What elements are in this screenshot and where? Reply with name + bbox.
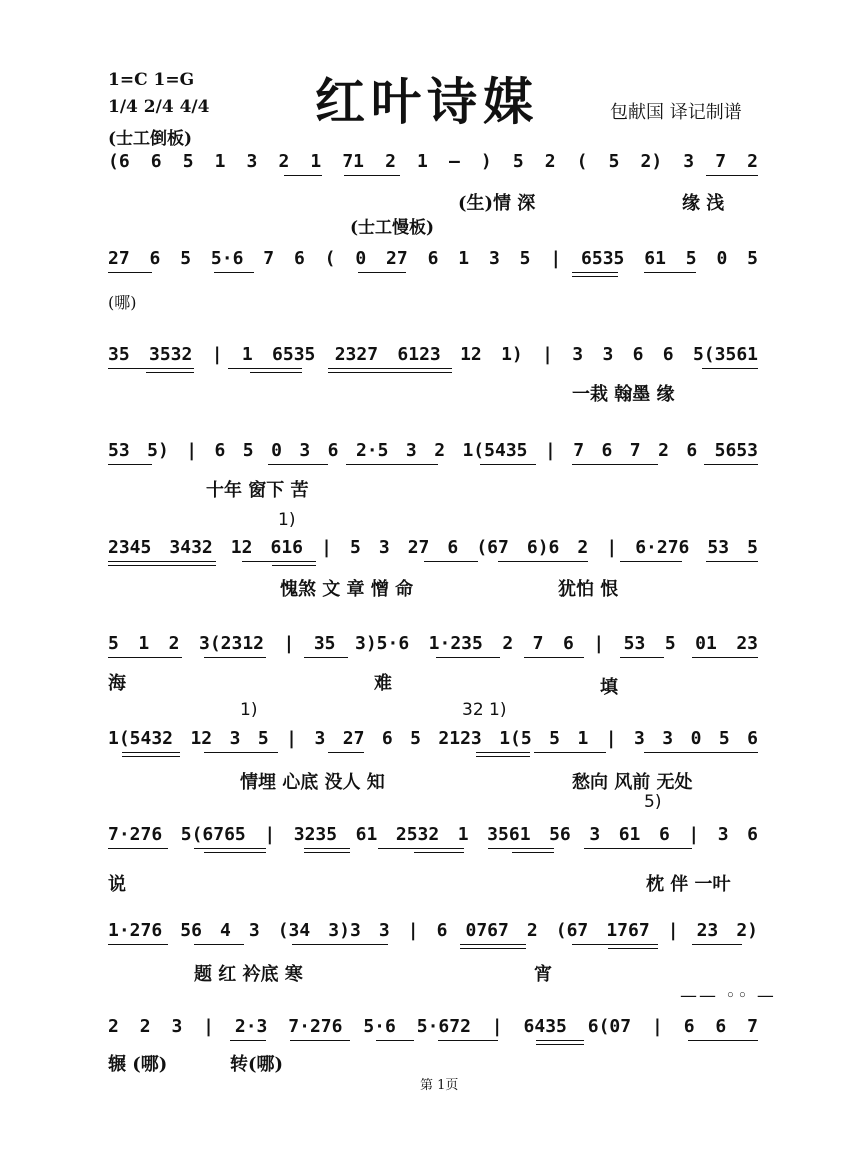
beam <box>194 848 266 849</box>
beam <box>292 944 388 945</box>
notation-line: 27 6 5 5·6 7 6 ( 0 27 6 1 3 5 | 6535 61 5 0 5 <box>108 248 758 269</box>
beam <box>536 1044 584 1045</box>
beam <box>304 852 350 853</box>
lyric: 愧煞 文 章 憎 命 <box>280 579 414 600</box>
page-number: 第 1页 <box>420 1078 459 1093</box>
lyric: (哪) <box>108 293 137 312</box>
beam <box>108 464 152 465</box>
lyric: 愁向 风前 无处 <box>572 772 693 793</box>
beam <box>108 657 182 658</box>
beam <box>536 1040 584 1041</box>
beam <box>524 657 584 658</box>
score-row <box>108 151 758 214</box>
lyric: 转(哪) <box>230 1054 284 1075</box>
beam <box>146 372 194 373</box>
lyric: 题 红 衿底 寒 <box>194 964 303 985</box>
beam <box>572 276 618 277</box>
beam <box>572 272 618 273</box>
beam <box>250 372 302 373</box>
beam <box>328 368 452 369</box>
beam <box>272 565 316 566</box>
beam <box>122 752 180 753</box>
beam <box>608 948 658 949</box>
lyric: 辗 (哪) <box>108 1054 168 1075</box>
beam <box>572 464 658 465</box>
beam <box>692 657 758 658</box>
lyric: 填 <box>600 677 618 698</box>
lyric: 缘 浅 <box>682 193 725 214</box>
lyric: 难 <box>374 673 392 694</box>
beam <box>108 944 168 945</box>
beam <box>122 756 180 757</box>
lyric: (生)情 深 <box>458 193 536 214</box>
beam <box>204 657 266 658</box>
lyric: 一栽 翰墨 缘 <box>572 384 675 405</box>
beam <box>512 852 554 853</box>
fermata-ending: —— ◦◦ — <box>680 986 776 1006</box>
beam <box>706 175 758 176</box>
score-row <box>108 824 758 895</box>
beam <box>346 464 438 465</box>
beam <box>488 848 554 849</box>
beam <box>108 561 216 562</box>
score-row <box>108 728 758 793</box>
beam <box>304 657 348 658</box>
beam <box>688 1040 758 1041</box>
beam <box>268 464 328 465</box>
beam <box>480 464 536 465</box>
score-row <box>108 344 758 405</box>
beam <box>620 561 682 562</box>
notation-line: 2345 3432 12 616 | 5 3 27 6 (67 6)6 2 | 6·276 53 5 <box>108 537 758 558</box>
beam <box>242 561 316 562</box>
beam <box>644 752 758 753</box>
beam <box>204 852 266 853</box>
beam <box>108 368 194 369</box>
mode-label: (士工慢板) <box>350 218 435 238</box>
beam <box>644 272 696 273</box>
beam <box>108 272 152 273</box>
beam <box>460 948 526 949</box>
score-row <box>108 633 758 698</box>
beam <box>460 944 526 945</box>
beam <box>476 752 530 753</box>
beam <box>572 944 658 945</box>
time-signature: 1/4 2/4 4/4 <box>108 97 210 117</box>
beam <box>284 175 322 176</box>
beam <box>290 1040 350 1041</box>
beam <box>304 848 350 849</box>
notation-line: 53 5) | 6 5 0 3 6 2·5 3 2 1(5435 | 7 6 7 2 6 5653 <box>108 440 758 461</box>
beam <box>702 368 758 369</box>
beam <box>108 848 168 849</box>
lyric: 犹怕 恨 <box>558 579 619 600</box>
beam <box>328 372 452 373</box>
beam <box>414 852 464 853</box>
beam <box>704 464 758 465</box>
beam <box>692 944 742 945</box>
beam <box>358 272 406 273</box>
volta-ending: 32 1) <box>462 700 507 720</box>
mode-label: (士工倒板) <box>108 129 193 149</box>
lyric: 枕 伴 一叶 <box>646 874 731 895</box>
beam <box>620 657 664 658</box>
lyric: 情埋 心底 没人 知 <box>240 772 385 793</box>
score-row <box>108 248 758 312</box>
lyric: 海 <box>108 673 126 694</box>
lyric: 说 <box>108 874 126 895</box>
notation-line: 2 2 3 | 2·3 7·276 5·6 5·672 | 6435 6(07 | 6 6 7 <box>108 1016 758 1037</box>
volta-ending: 1) <box>240 700 258 720</box>
key-signature: 1=C 1=G <box>108 70 195 90</box>
beam <box>194 944 244 945</box>
beam <box>584 848 692 849</box>
notation-line: 5 1 2 3(2312 | 35 3)5·6 1·235 2 7 6 | 53 5 01 23 <box>108 633 758 654</box>
beam <box>230 1040 266 1041</box>
score-row <box>108 920 758 985</box>
notation-line: (6 6 5 1 3 2 1 71 2 1 – ) 5 2 ( 5 2) 3 7 2 <box>108 151 758 172</box>
notation-line: 7·276 5(6765 | 3235 61 2532 1 3561 56 3 61 6 | 3 6 <box>108 824 758 845</box>
beam <box>344 175 400 176</box>
beam <box>108 565 216 566</box>
notation-line: 35 3532 | 1 6535 2327 6123 12 1) | 3 3 6 6 5(3561 <box>108 344 758 365</box>
beam <box>228 368 302 369</box>
lyric: 十年 窗下 苦 <box>206 480 309 501</box>
beam <box>436 657 500 658</box>
score-row <box>108 440 758 501</box>
volta-ending: 5) <box>644 792 662 812</box>
beam <box>378 848 464 849</box>
beam <box>328 752 364 753</box>
notation-line: 1·276 56 4 3 (34 3)3 3 | 6 0767 2 (67 1767 | 23 2) <box>108 920 758 941</box>
beam <box>204 752 278 753</box>
beam <box>476 756 530 757</box>
lyric: 宵 <box>534 964 552 985</box>
beam <box>498 561 588 562</box>
score-row <box>108 1016 758 1075</box>
beam <box>376 1040 414 1041</box>
beam <box>706 561 758 562</box>
score-row <box>108 537 758 600</box>
author-credit: 包献国 译记制谱 <box>610 102 742 123</box>
notation-line: 1(5432 12 3 5 | 3 27 6 5 2123 1(5 5 1 | 3 3 0 5 6 <box>108 728 758 749</box>
volta-ending: 1) <box>278 510 296 530</box>
page-title: 红叶诗媒 <box>315 72 539 131</box>
beam <box>534 752 606 753</box>
beam <box>424 561 478 562</box>
beam <box>438 1040 498 1041</box>
beam <box>214 272 254 273</box>
